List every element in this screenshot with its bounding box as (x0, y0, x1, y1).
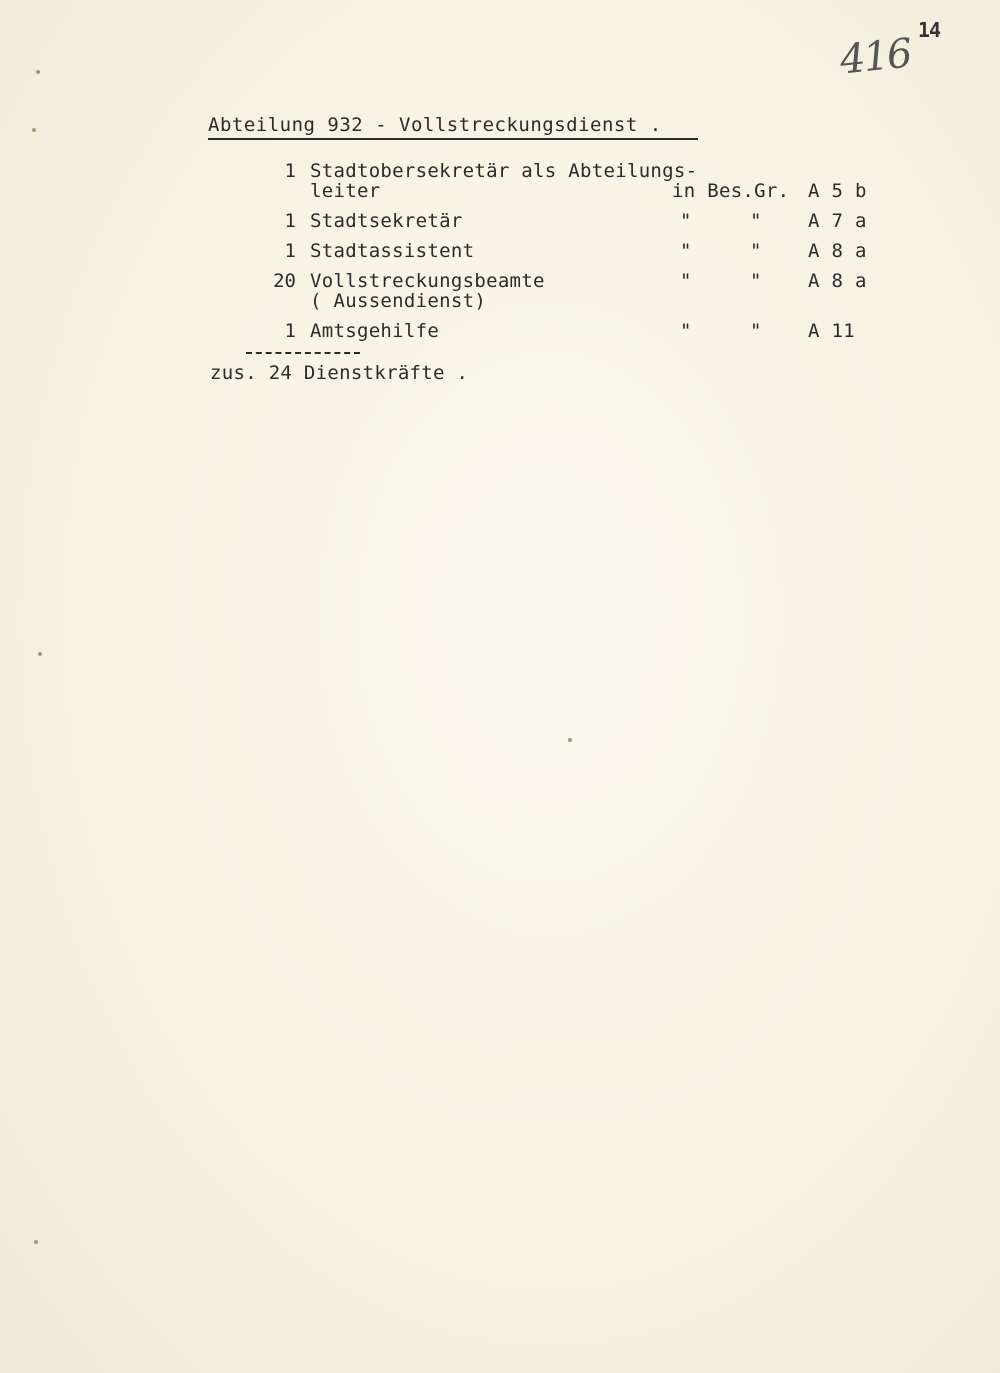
paper-speck (36, 70, 40, 74)
entry-count: 1 (284, 320, 296, 342)
entry-ditto-mark: " (750, 210, 762, 232)
total-line: zus. 24 Dienstkräfte . (210, 362, 469, 384)
entry-count: 1 (284, 160, 296, 182)
entry-title: Stadtassistent (310, 240, 475, 262)
entry-ditto-mark: " (680, 320, 692, 342)
entry-grade: A 11 (808, 320, 855, 342)
folio-typed: 14 (918, 18, 941, 42)
sum-rule (246, 352, 360, 354)
entry-title: Stadtsekretär (310, 210, 463, 232)
entry-grade: A 8 a (808, 240, 867, 262)
entry-title: Amtsgehilfe (310, 320, 440, 342)
folio-handwritten: 416 (837, 30, 913, 84)
entry-grade: A 7 a (808, 210, 867, 232)
entry-title-continuation: leiter (310, 180, 381, 202)
entry-ditto-mark: " (680, 210, 692, 232)
entry-ditto-mark: " (750, 270, 762, 292)
paper-speck (38, 652, 42, 656)
section-heading: Abteilung 932 - Vollstreckungsdienst . (208, 114, 662, 136)
entry-ditto-mark: " (680, 270, 692, 292)
paper-speck (568, 738, 572, 742)
entry-title-continuation: ( Aussendienst) (310, 290, 487, 312)
entry-title: Stadtobersekretär als Abteilungs- (310, 160, 698, 182)
heading-underline (208, 138, 698, 140)
paper-speck (32, 128, 36, 132)
entry-grade: A 8 a (808, 270, 867, 292)
entry-ditto-mark: " (750, 320, 762, 342)
entry-pay-group-label: in Bes.Gr. (672, 180, 790, 202)
entry-count: 1 (284, 240, 296, 262)
entry-count: 20 (273, 270, 296, 292)
entry-ditto-mark: " (680, 240, 692, 262)
entry-title: Vollstreckungsbeamte (310, 270, 545, 292)
paper-speck (34, 1240, 38, 1244)
entry-count: 1 (284, 210, 296, 232)
entry-ditto-mark: " (750, 240, 762, 262)
entry-grade: A 5 b (808, 180, 867, 202)
